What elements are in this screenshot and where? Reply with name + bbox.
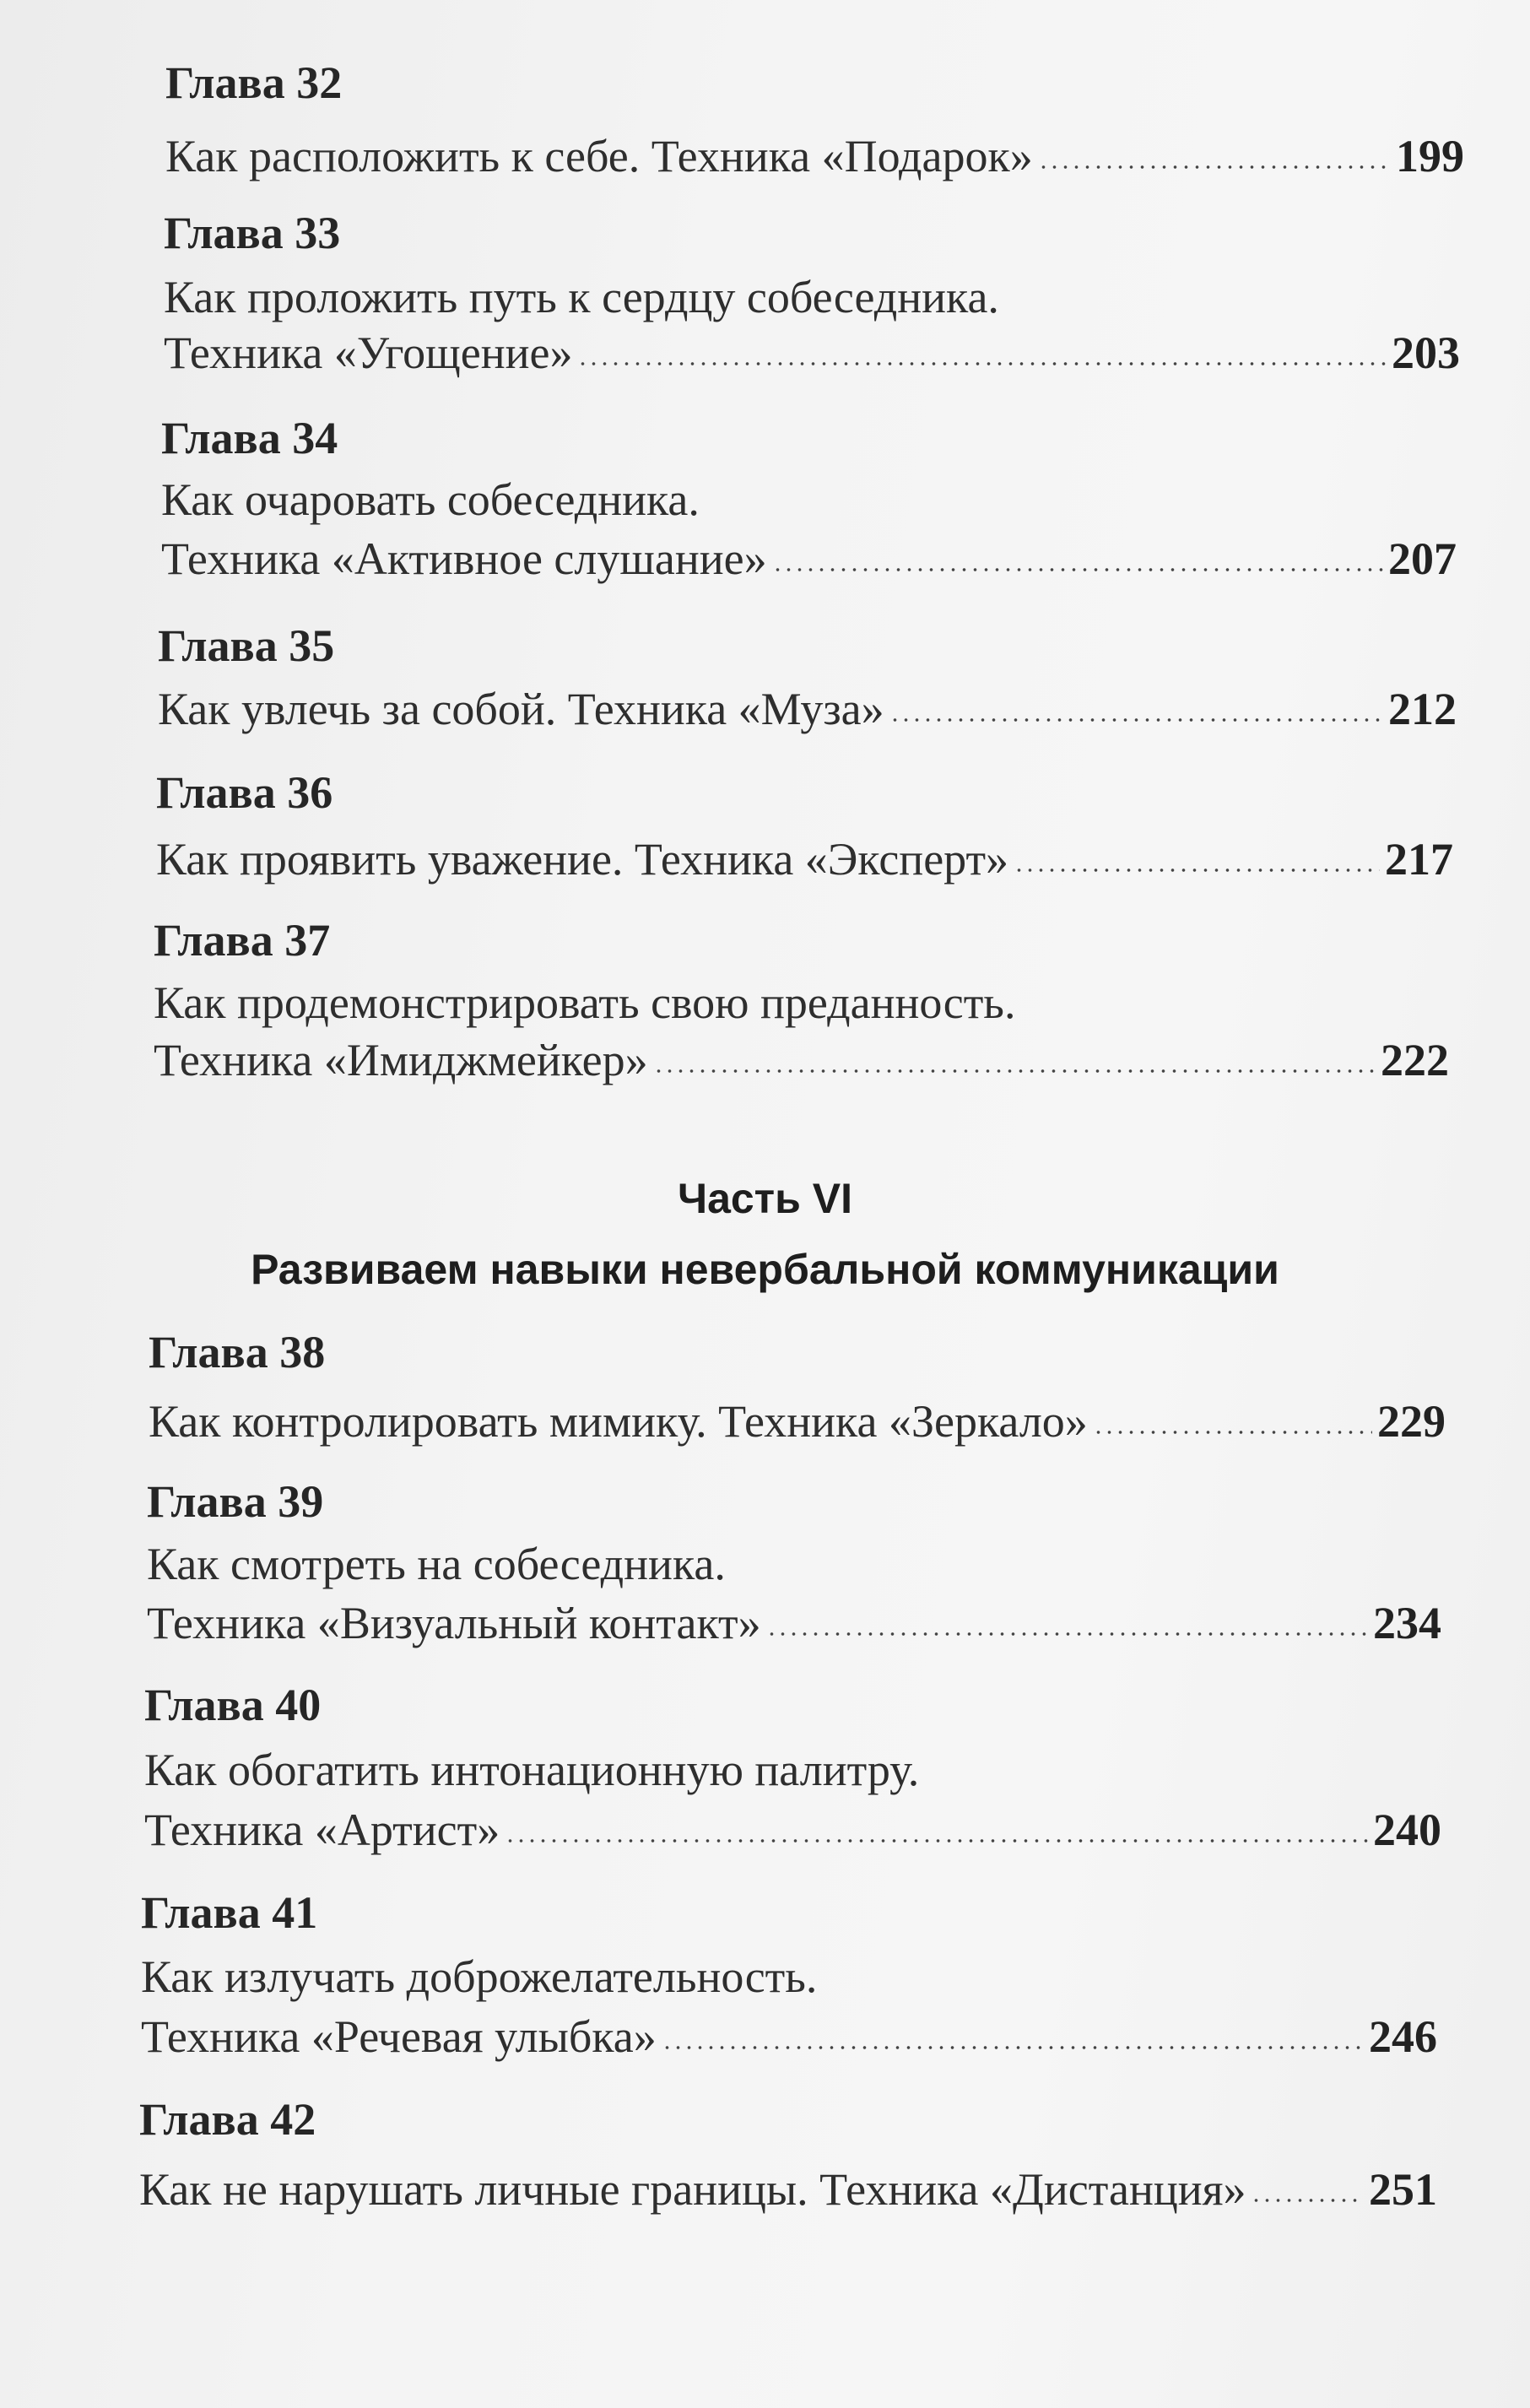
toc-entry-line — [156, 834, 1453, 885]
dot-leader — [505, 1838, 1368, 1843]
chapter-text: Как контролировать мимику. Техника «Зеркало» — [149, 1396, 1088, 1447]
chapter-text: Как проявить уважение. Техника «Эксперт» — [156, 834, 1009, 885]
toc-entry-line — [161, 533, 1457, 584]
dot-leader — [1038, 165, 1391, 170]
chapter-title: Глава 34 — [161, 413, 338, 463]
toc-entry-line — [164, 327, 1460, 378]
dot-leader — [577, 361, 1387, 366]
chapter-text: Техника «Речевая улыбка» — [141, 2011, 657, 2062]
chapter-title: Глава 37 — [154, 915, 331, 966]
page-number: 251 — [1369, 2164, 1437, 2215]
page-number: 212 — [1388, 684, 1457, 734]
toc-entry-line — [147, 1598, 1441, 1648]
part-title: Развиваем навыки невербальной коммуникации — [251, 1246, 1279, 1293]
toc-entry-line — [154, 1035, 1449, 1085]
toc-entry-line — [154, 977, 1015, 1028]
page-number: 217 — [1385, 834, 1453, 885]
toc-entry-line — [141, 1951, 817, 2002]
dot-leader — [772, 567, 1383, 572]
page-number: 207 — [1388, 533, 1457, 584]
toc-entry-line — [164, 272, 999, 322]
toc-entry-line — [161, 474, 700, 525]
chapter-text: Как увлечь за собой. Техника «Муза» — [158, 684, 884, 734]
dot-leader — [889, 717, 1383, 722]
chapter-text: Как излучать доброжелательность. — [141, 1951, 818, 2002]
toc-entry-line — [139, 2164, 1437, 2215]
chapter-text: Техника «Угощение» — [164, 327, 573, 378]
chapter-title: Глава 39 — [147, 1476, 324, 1527]
chapter-title: Глава 32 — [165, 57, 343, 108]
chapter-text: Как смотреть на собеседника. — [147, 1539, 726, 1589]
page-number: 229 — [1377, 1396, 1446, 1447]
toc-entry-line — [144, 1805, 1441, 1855]
chapter-text: Техника «Активное слушание» — [161, 533, 767, 584]
toc-entry-line — [147, 1539, 726, 1589]
chapter-text: Техника «Визуальный контакт» — [147, 1598, 761, 1648]
chapter-title: Глава 33 — [164, 208, 341, 258]
chapter-title: Глава 35 — [158, 620, 335, 671]
page-number: 246 — [1369, 2011, 1437, 2062]
chapter-text: Техника «Имиджмейкер» — [154, 1035, 648, 1085]
chapter-title: Глава 36 — [156, 767, 333, 818]
dot-leader — [662, 2045, 1364, 2050]
chapter-title: Глава 41 — [141, 1887, 318, 1938]
dot-leader — [1014, 868, 1380, 873]
page-number: 199 — [1396, 131, 1464, 181]
dot-leader — [653, 1069, 1376, 1074]
chapter-text: Как продемонстрировать свою преданность. — [154, 977, 1016, 1028]
page-number: 222 — [1381, 1035, 1449, 1085]
toc-entry-line — [141, 2011, 1437, 2062]
toc-entry-line — [165, 131, 1464, 181]
chapter-text: Как проложить путь к сердцу собеседника. — [164, 272, 999, 322]
part-label: Часть VI — [677, 1175, 853, 1222]
dot-leader — [1251, 2198, 1364, 2203]
page-number: 234 — [1373, 1598, 1441, 1648]
toc-entry-line — [149, 1396, 1446, 1447]
page-number: 240 — [1373, 1805, 1441, 1855]
page-number: 203 — [1392, 327, 1460, 378]
dot-leader — [1093, 1430, 1372, 1435]
chapter-text: Как не нарушать личные границы. Техника «Дистанция» — [139, 2164, 1246, 2215]
toc-entry-line — [158, 684, 1457, 734]
chapter-title: Глава 38 — [149, 1327, 326, 1377]
dot-leader — [766, 1631, 1368, 1637]
chapter-text: Как обогатить интонационную палитру. — [144, 1745, 920, 1795]
chapter-text: Как очаровать собеседника. — [161, 474, 700, 525]
chapter-text: Техника «Артист» — [144, 1805, 500, 1855]
toc-entry-line — [144, 1745, 919, 1795]
chapter-title: Глава 40 — [144, 1680, 322, 1730]
chapter-title: Глава 42 — [139, 2094, 316, 2145]
chapter-text: Как расположить к себе. Техника «Подарок» — [165, 131, 1033, 181]
